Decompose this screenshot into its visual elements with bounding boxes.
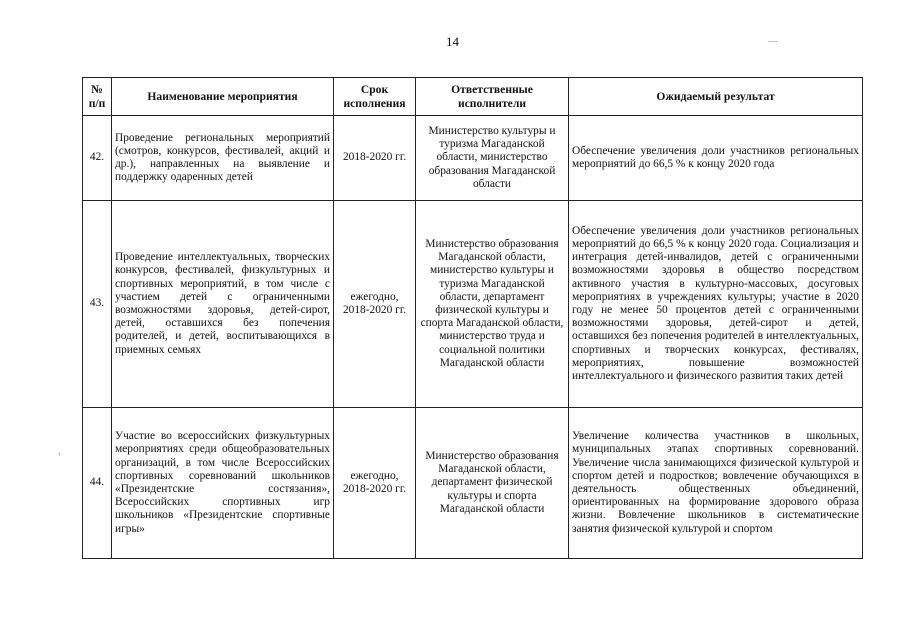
events-table	[82, 77, 863, 559]
row-responsible: Министерство культуры и туризма Магаданской области, министерство образования Магаданской области	[416, 116, 569, 201]
row-name: Участие во всероссийских физкультурных мероприятиях среди общеобразовательных организаций, в том числе Всероссийских спортивных соревнований школьников «Президентские состязания», Всероссийских спортивных игр школьников «Президентские спортивные игры»	[112, 408, 334, 559]
row-term: 2018-2020 гг.	[334, 116, 416, 201]
header-name: Наименование мероприятия	[112, 78, 334, 116]
scan-speck: —	[768, 36, 778, 47]
row-name: Проведение региональных мероприятий (смотров, конкурсов, фестивалей, акций и др.), направленных на выявление и поддержку одаренных детей	[112, 116, 334, 201]
row-name: Проведение интеллектуальных, творческих конкурсов, фестивалей, физкультурных и спортивных мероприятий, в том числе с участием детей с ограниченными возможностями здоровья, детей-сирот, детей, оставшихся без попечения родителей, и детей, воспитывающихся в приемных семьях	[112, 201, 334, 408]
row-result: Увеличение количества участников в школьных, муниципальных этапах спортивных соревнований. Увеличение числа занимающихся физической культурой и спортом детей и подростков; вовлечение обучающихся в деятельность общественных объединений, ориентированных на формирование здорового образа жизни. Вовлечение школьников в систематические занятия физической культурой и спортом	[569, 408, 863, 559]
table-header-row	[83, 78, 863, 116]
row-num: 42.	[83, 116, 112, 201]
header-responsible: Ответственные исполнители	[416, 78, 569, 116]
page-number: 14	[446, 34, 459, 49]
row-result: Обеспечение увеличения доли участников региональных мероприятий до 66,5 % к концу 2020 года	[569, 116, 863, 201]
header-term: Срок исполнения	[334, 78, 416, 116]
row-responsible: Министерство образования Магаданской области, департамент физической культуры и спорта Магаданской области	[416, 408, 569, 559]
row-term: ежегодно, 2018-2020 гг.	[334, 201, 416, 408]
table-row	[83, 116, 863, 201]
row-result: Обеспечение увеличения доли участников региональных мероприятий до 66,5 % к концу 2020 года. Социализация и интеграция детей-инвалидов, детей с ограниченными возможностями здоровья в общество посредством активного участия в культурно-массовых, досуговых мероприятиях в учреждениях культуры; участие в 2020 году не менее 50 процентов детей с ограниченными возможностями здоровья, детей-сирот и детей, оставшихся без попечения родителей в интеллектуальных, спортивных и творческих конкурсах, фестивалях, мероприятиях, повышение возможностей интеллектуального и физического развития таких детей	[569, 201, 863, 408]
row-num: 44.	[83, 408, 112, 559]
row-num: 43.	[83, 201, 112, 408]
row-term: ежегодно, 2018-2020 гг.	[334, 408, 416, 559]
row-responsible: Министерство образования Магаданской области, министерство культуры и туризма Магаданской области, департамент физической культуры и спорта Магаданской области, министерство труда и социальной политики Магаданской области	[416, 201, 569, 408]
header-num: № п/п	[83, 78, 112, 116]
table-row	[83, 408, 863, 559]
header-result: Ожидаемый результат	[569, 78, 863, 116]
scan-speck: ,	[58, 446, 61, 457]
table-row	[83, 201, 863, 408]
